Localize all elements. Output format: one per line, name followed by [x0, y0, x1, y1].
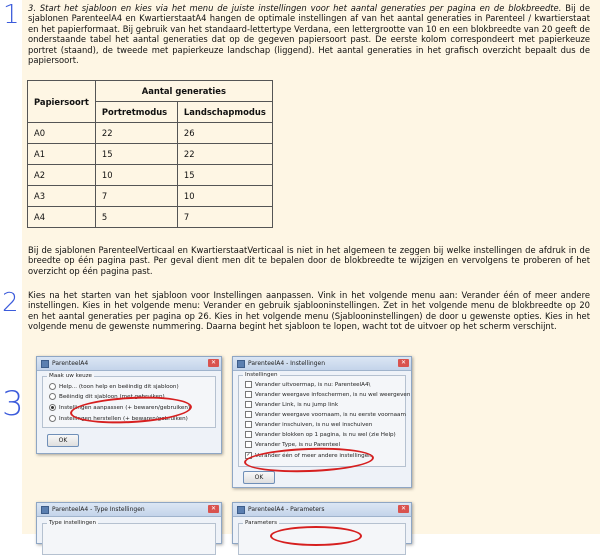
table-row	[28, 186, 273, 207]
close-icon[interactable]: ✕	[398, 505, 409, 513]
step-number-2: 2	[2, 288, 19, 318]
radio-icon	[49, 393, 56, 400]
option-instellingen-aanpassen[interactable]: Instellingen aanpassen (+ bewaren/gebruiken)	[49, 404, 190, 411]
option-voornaam[interactable]: Verander weergave voornaam, is nu eerste voornaam	[245, 411, 406, 418]
dialog-type-instellingen	[36, 502, 222, 544]
step-number-3: 3	[2, 384, 24, 424]
cell-portret: 7	[95, 186, 177, 207]
checkbox-icon	[245, 401, 252, 408]
option-beeindig[interactable]: Beëindig dit sjabloon (met gebruiken)	[49, 393, 165, 400]
dialog-title: ParenteelA4 - Type Instellingen	[52, 506, 145, 513]
checkbox-icon	[245, 381, 252, 388]
app-icon	[237, 506, 245, 514]
cell-landschap: 7	[177, 207, 272, 228]
option-link[interactable]: Verander Link, is nu jump link	[245, 401, 338, 408]
dialog-titlebar	[37, 503, 221, 517]
group-label: Type instellingen	[49, 520, 97, 526]
group-label: Parameters	[245, 520, 278, 526]
cell-landschap: 10	[177, 186, 272, 207]
cell-paper: A3	[28, 186, 96, 207]
checkbox-icon	[245, 441, 252, 448]
ok-button[interactable]: OK	[47, 434, 79, 447]
highlight-ellipse	[270, 526, 362, 546]
dialog-title: ParenteelA4 - Parameters	[248, 506, 325, 513]
dialog-titlebar	[37, 357, 221, 371]
close-icon[interactable]: ✕	[208, 505, 219, 513]
dialog-title: ParenteelA4 - Instellingen	[248, 360, 326, 367]
group-label: Instellingen	[245, 372, 278, 378]
table-row	[28, 165, 273, 186]
cell-portret: 10	[95, 165, 177, 186]
close-icon[interactable]: ✕	[208, 359, 219, 367]
header-papiersoort: Papiersoort	[28, 81, 96, 123]
paragraph-verticaal: Bij de sjablonen ParenteelVerticaal en KwartierstaatVerticaal is niet in het algemeen te zeggen bij welke instellingen de afdruk in de breedte op één pagina past. Per geval dient men dit te bepalen door de blokbreedte te wijzigen en vervolgens te proberen of het overzicht op één pagina past.	[28, 245, 590, 276]
dialog-titlebar	[233, 357, 411, 371]
step-number-1: 1	[3, 0, 20, 30]
checkbox-icon	[245, 411, 252, 418]
cell-paper: A2	[28, 165, 96, 186]
option-blokken[interactable]: Verander blokken op 1 pagina, is nu wel (zie Help)	[245, 431, 396, 438]
cell-portret: 15	[95, 144, 177, 165]
checkbox-icon	[245, 421, 252, 428]
option-uitvoermap[interactable]: Verander uitvoermap, is nu: ParenteelA4\	[245, 381, 370, 388]
step3-body: Bij de sjablonen ParenteelA4 en KwartierstaatA4 hangen de optimale instellingen af van het aantal generaties in Parenteel / kwartierstaat en het papierformaat. Bij gebruik van het standaard-lettertype Verdana, een lettergrootte van 10 en een blokbreedte van 20 geeft de onderstaande tabel het aantal generaties dat op de gegeven papiersoort past. De eerste kolom correspondeert met papierkeuze portret (staand), de tweede met papierkeuze landschap (liggend). Het aantal generaties in het grafisch overzicht bepaalt dus de papiersoort.	[28, 3, 590, 66]
option-infoschermen[interactable]: Verander weergave infoschermen, is nu wel weergeven	[245, 391, 410, 398]
header-aantal-generaties: Aantal generaties	[95, 81, 272, 102]
header-portretmodus: Portretmodus	[95, 102, 177, 123]
option-instellingen-herstellen[interactable]: Instellingen herstellen (+ bewaren/gebruiken)	[49, 415, 188, 422]
group-label: Maak uw keuze	[49, 373, 93, 379]
type-group	[42, 520, 216, 555]
step3-paragraph	[28, 3, 590, 65]
close-icon[interactable]: ✕	[398, 359, 409, 367]
dialog-title: ParenteelA4	[52, 360, 89, 367]
radio-selected-icon	[49, 404, 56, 411]
cell-paper: A4	[28, 207, 96, 228]
table-row	[28, 144, 273, 165]
option-type[interactable]: Verander Type, is nu Parenteel	[245, 441, 340, 448]
header-landschapmodus: Landschapmodus	[177, 102, 272, 123]
step3-heading: 3. Start het sjabloon en kies via het menu de juiste instellingen voor het aantal generaties per pagina en de blokbreedte.	[28, 3, 562, 13]
cell-landschap: 26	[177, 123, 272, 144]
app-icon	[41, 360, 49, 368]
dialog-titlebar	[233, 503, 411, 517]
cell-paper: A1	[28, 144, 96, 165]
checkbox-icon	[245, 431, 252, 438]
radio-icon	[49, 383, 56, 390]
paragraph-instructions: Kies na het starten van het sjabloon voor Instellingen aanpassen. Vink in het volgende menu aan: Verander één of meer andere instellingen. Kies in het volgende menu: Verander en gebruik sjablooninstellingen. Zet in het volgende menu de blokbreedte op 20 en het aantal generaties per pagina op 26. Kies in het volgende menu (Sjablooninstellingen) de door u gewenste opties. Kies in het volgende menu de gewenste nummering. Daarna begint het sjabloon te lopen, wacht tot de uitvoer op het scherm verschijnt.	[28, 290, 590, 332]
cell-landschap: 15	[177, 165, 272, 186]
cell-landschap: 22	[177, 144, 272, 165]
cell-portret: 5	[95, 207, 177, 228]
cell-paper: A0	[28, 123, 96, 144]
table-row	[28, 207, 273, 228]
checkbox-icon	[245, 391, 252, 398]
ok-button[interactable]: OK	[243, 471, 275, 484]
generations-table	[27, 80, 273, 228]
option-inschuiven[interactable]: Verander inschuiven, is nu wel inschuiven	[245, 421, 372, 428]
radio-icon	[49, 415, 56, 422]
option-help[interactable]: Help... (toon help en beëindig dit sjabloon)	[49, 383, 179, 390]
option-andere-instellingen[interactable]: ✓ Verander één of meer andere instellingen	[246, 452, 372, 459]
app-icon	[237, 360, 245, 368]
app-icon	[41, 506, 49, 514]
table-row	[28, 123, 273, 144]
checkbox-checked-icon: ✓	[246, 452, 251, 458]
cell-portret: 22	[95, 123, 177, 144]
